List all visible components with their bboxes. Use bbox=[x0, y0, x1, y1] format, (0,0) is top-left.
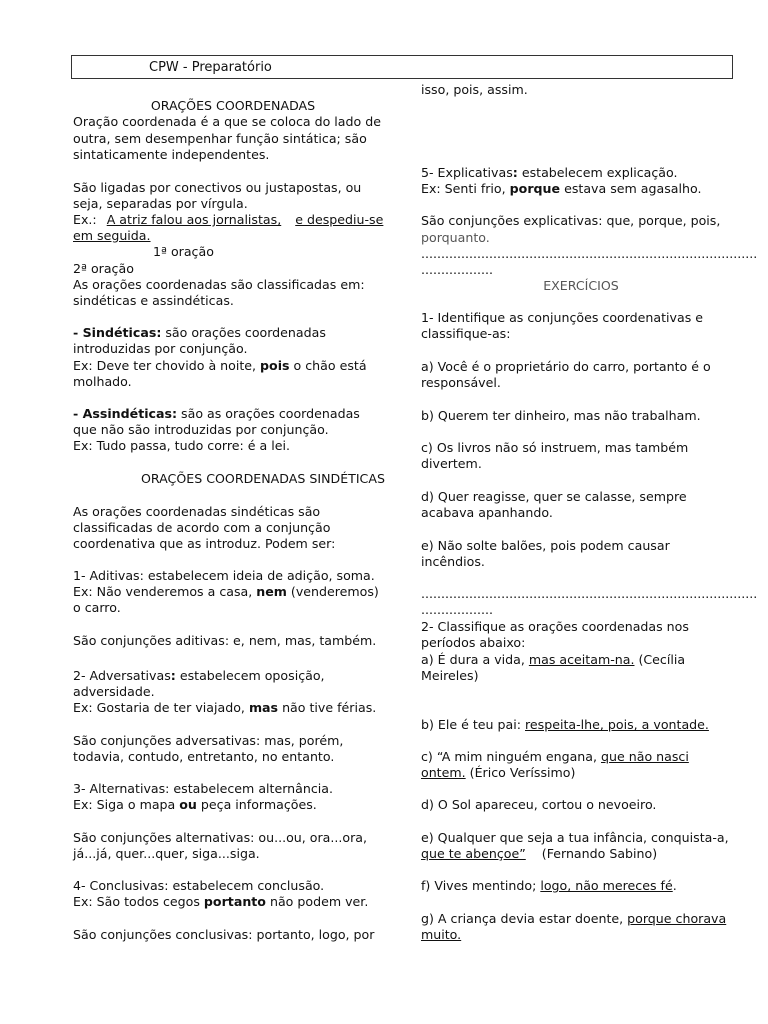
text-line: São conjunções alternativas: ou...ou, ora...ora, bbox=[73, 830, 368, 845]
conjunction: mas bbox=[248, 700, 279, 715]
dotted-separator: .................................................................................... bbox=[421, 246, 758, 261]
exercise-text: . bbox=[672, 878, 677, 893]
text-line: porquanto. bbox=[421, 230, 490, 245]
exercise-text: (Érico Veríssimo) bbox=[465, 765, 576, 780]
text-line: classificadas de acordo com a conjunção bbox=[73, 520, 331, 535]
definition-text: são as orações coordenadas bbox=[177, 406, 360, 421]
example-text: não tive férias. bbox=[278, 700, 377, 715]
text-line: que não são introduzidas por conjunção. bbox=[73, 422, 329, 437]
underlined-clause: mas aceitam-na. bbox=[528, 652, 635, 667]
example-text: não podem ver. bbox=[265, 894, 369, 909]
text-line: 3- Alternativas: estabelecem alternância. bbox=[73, 781, 334, 796]
category-title: 2- Adversativas bbox=[73, 668, 171, 683]
second-clause: e despediu-se bbox=[295, 212, 384, 227]
example-line bbox=[73, 700, 376, 716]
text-line bbox=[73, 668, 325, 684]
exercise-text: a) É dura a vida, bbox=[421, 652, 529, 667]
dotted-separator: .................................................................................... bbox=[421, 586, 758, 601]
document-title: CPW - Preparatório bbox=[149, 60, 272, 75]
term: - Sindéticas: bbox=[73, 325, 162, 340]
text-line: sindéticas e assindéticas. bbox=[73, 293, 234, 308]
text-line: sintaticamente independentes. bbox=[73, 147, 270, 162]
exercise-item: d) Quer reagisse, quer se calasse, sempre bbox=[421, 489, 687, 504]
underlined-clause: muito. bbox=[421, 927, 462, 942]
underlined-clause: porque chorava bbox=[627, 911, 727, 926]
text-line: 1- Aditivas: estabelecem ideia de adição, soma. bbox=[73, 568, 375, 583]
second-clause-cont: em seguida. bbox=[73, 228, 151, 243]
exercise-item bbox=[421, 749, 689, 765]
exercise-item: c) Os livros não só instruem, mas também bbox=[421, 440, 689, 455]
text-line: molhado. bbox=[73, 374, 132, 389]
example-text: Ex: Senti frio, bbox=[421, 181, 510, 196]
exercise-item: e) Qualquer que seja a tua infância, conquista-a, bbox=[421, 830, 729, 845]
text-line: São conjunções aditivas: e, nem, mas, também. bbox=[73, 633, 377, 648]
header-box bbox=[71, 55, 733, 79]
category-text: estabelecem oposição, bbox=[175, 668, 325, 683]
text-line: adversidade. bbox=[73, 684, 155, 699]
exercise-item bbox=[421, 765, 575, 781]
exercise-item bbox=[421, 878, 677, 894]
exercise-item: incêndios. bbox=[421, 554, 485, 569]
example-text: peça informações. bbox=[196, 797, 317, 812]
definition-line bbox=[73, 406, 360, 422]
text-line: São conjunções explicativas: que, porque, pois, bbox=[421, 213, 721, 228]
question-line: 1- Identifique as conjunções coordenativas e bbox=[421, 310, 704, 325]
example-text: Ex: Siga o mapa bbox=[73, 797, 180, 812]
underlined-clause: que te abençoe” bbox=[421, 846, 526, 861]
definition-text: são orações coordenadas bbox=[161, 325, 326, 340]
exercise-item bbox=[421, 652, 685, 668]
underlined-clause: logo, não mereces fé bbox=[540, 878, 673, 893]
exercise-text: f) Vives mentindo; bbox=[421, 878, 541, 893]
example-text: Ex: Deve ter chovido à noite, bbox=[73, 358, 261, 373]
exercise-text: c) “A mim ninguém engana, bbox=[421, 749, 602, 764]
text-line: todavia, contudo, entretanto, no entanto. bbox=[73, 749, 335, 764]
exercise-item: b) Querem ter dinheiro, mas não trabalham. bbox=[421, 408, 701, 423]
exercise-item: a) Você é o proprietário do carro, portanto é o bbox=[421, 359, 711, 374]
section-heading: ORAÇÕES COORDENADAS SINDÉTICAS bbox=[141, 471, 385, 486]
exercise-item: d) O Sol apareceu, cortou o nevoeiro. bbox=[421, 797, 657, 812]
text-line: já...já, quer...quer, siga...siga. bbox=[73, 846, 260, 861]
example-text: estava sem agasalho. bbox=[560, 181, 702, 196]
text-line: seja, separadas por vírgula. bbox=[73, 196, 248, 211]
exercise-item: Meireles) bbox=[421, 668, 479, 683]
exercise-text: b) Ele é teu pai: bbox=[421, 717, 525, 732]
question-line: classifique-as: bbox=[421, 326, 511, 341]
example-text: o chão está bbox=[289, 358, 367, 373]
text-line: Oração coordenada é a que se coloca do lado de bbox=[73, 114, 381, 129]
exercise-item bbox=[421, 846, 657, 862]
example-text: Ex: São todos cegos bbox=[73, 894, 204, 909]
text-line: As orações coordenadas são classificadas em: bbox=[73, 277, 365, 292]
text-line: São ligadas por conectivos ou justapostas, ou bbox=[73, 180, 362, 195]
text-line: coordenativa que as introduz. Podem ser: bbox=[73, 536, 336, 551]
example-text: Ex: Não venderemos a casa, bbox=[73, 584, 257, 599]
section-heading: EXERCÍCIOS bbox=[543, 278, 619, 293]
example-text: (venderemos) bbox=[286, 584, 379, 599]
text-line: outra, sem desempenhar função sintática; são bbox=[73, 131, 367, 146]
conjunction: pois bbox=[260, 358, 290, 373]
exercise-text: g) A criança devia estar doente, bbox=[421, 911, 628, 926]
text-line bbox=[421, 165, 677, 181]
conjunction: porque bbox=[509, 181, 561, 196]
first-clause: A atriz falou aos jornalistas, bbox=[106, 212, 282, 227]
underlined-clause: que não nasci bbox=[601, 749, 689, 764]
text-line: isso, pois, assim. bbox=[421, 82, 528, 97]
dotted-separator: .................. bbox=[421, 262, 494, 277]
definition-line bbox=[73, 325, 326, 341]
exercise-item: divertem. bbox=[421, 456, 482, 471]
exercise-item bbox=[421, 717, 709, 733]
exercise-item bbox=[421, 911, 726, 927]
example-line bbox=[73, 797, 317, 813]
example-line bbox=[73, 584, 379, 600]
colon: : bbox=[170, 668, 176, 683]
term: - Assindéticas: bbox=[73, 406, 178, 421]
underlined-clause: respeita-lhe, pois, a vontade. bbox=[525, 717, 709, 732]
example-line bbox=[421, 181, 701, 197]
clause-label: 2ª oração bbox=[73, 261, 134, 276]
text-line: São conjunções conclusivas: portanto, logo, por bbox=[73, 927, 375, 942]
underlined-clause: ontem. bbox=[421, 765, 466, 780]
text-line: Ex: Tudo passa, tudo corre: é a lei. bbox=[73, 438, 291, 453]
category-text: estabelecem explicação. bbox=[517, 165, 678, 180]
example-text: Ex: Gostaria de ter viajado, bbox=[73, 700, 249, 715]
example-line bbox=[73, 358, 367, 374]
colon: : bbox=[512, 165, 518, 180]
text-line: o carro. bbox=[73, 600, 121, 615]
exercise-text: (Cecília bbox=[634, 652, 686, 667]
exercise-item: e) Não solte balões, pois podem causar bbox=[421, 538, 670, 553]
example-prefix: Ex.: bbox=[73, 212, 97, 227]
category-title: 5- Explicativas bbox=[421, 165, 513, 180]
clause-label: 1ª oração bbox=[153, 244, 214, 259]
dotted-separator: .................. bbox=[421, 602, 494, 617]
exercise-item: acabava apanhando. bbox=[421, 505, 553, 520]
text-line: São conjunções adversativas: mas, porém, bbox=[73, 733, 344, 748]
exercise-item: responsável. bbox=[421, 375, 501, 390]
text-line: 4- Conclusivas: estabelecem conclusão. bbox=[73, 878, 325, 893]
text-line: introduzidas por conjunção. bbox=[73, 341, 248, 356]
section-heading: ORAÇÕES COORDENADAS bbox=[150, 98, 316, 113]
conjunction: portanto bbox=[203, 894, 266, 909]
question-line: períodos abaixo: bbox=[421, 635, 526, 650]
example-line bbox=[73, 212, 383, 228]
conjunction: ou bbox=[179, 797, 197, 812]
example-line bbox=[73, 894, 368, 910]
question-line: 2- Classifique as orações coordenadas nos bbox=[421, 619, 689, 634]
text-line: As orações coordenadas sindéticas são bbox=[73, 504, 321, 519]
conjunction: nem bbox=[256, 584, 287, 599]
exercise-text: (Fernando Sabino) bbox=[525, 846, 658, 861]
